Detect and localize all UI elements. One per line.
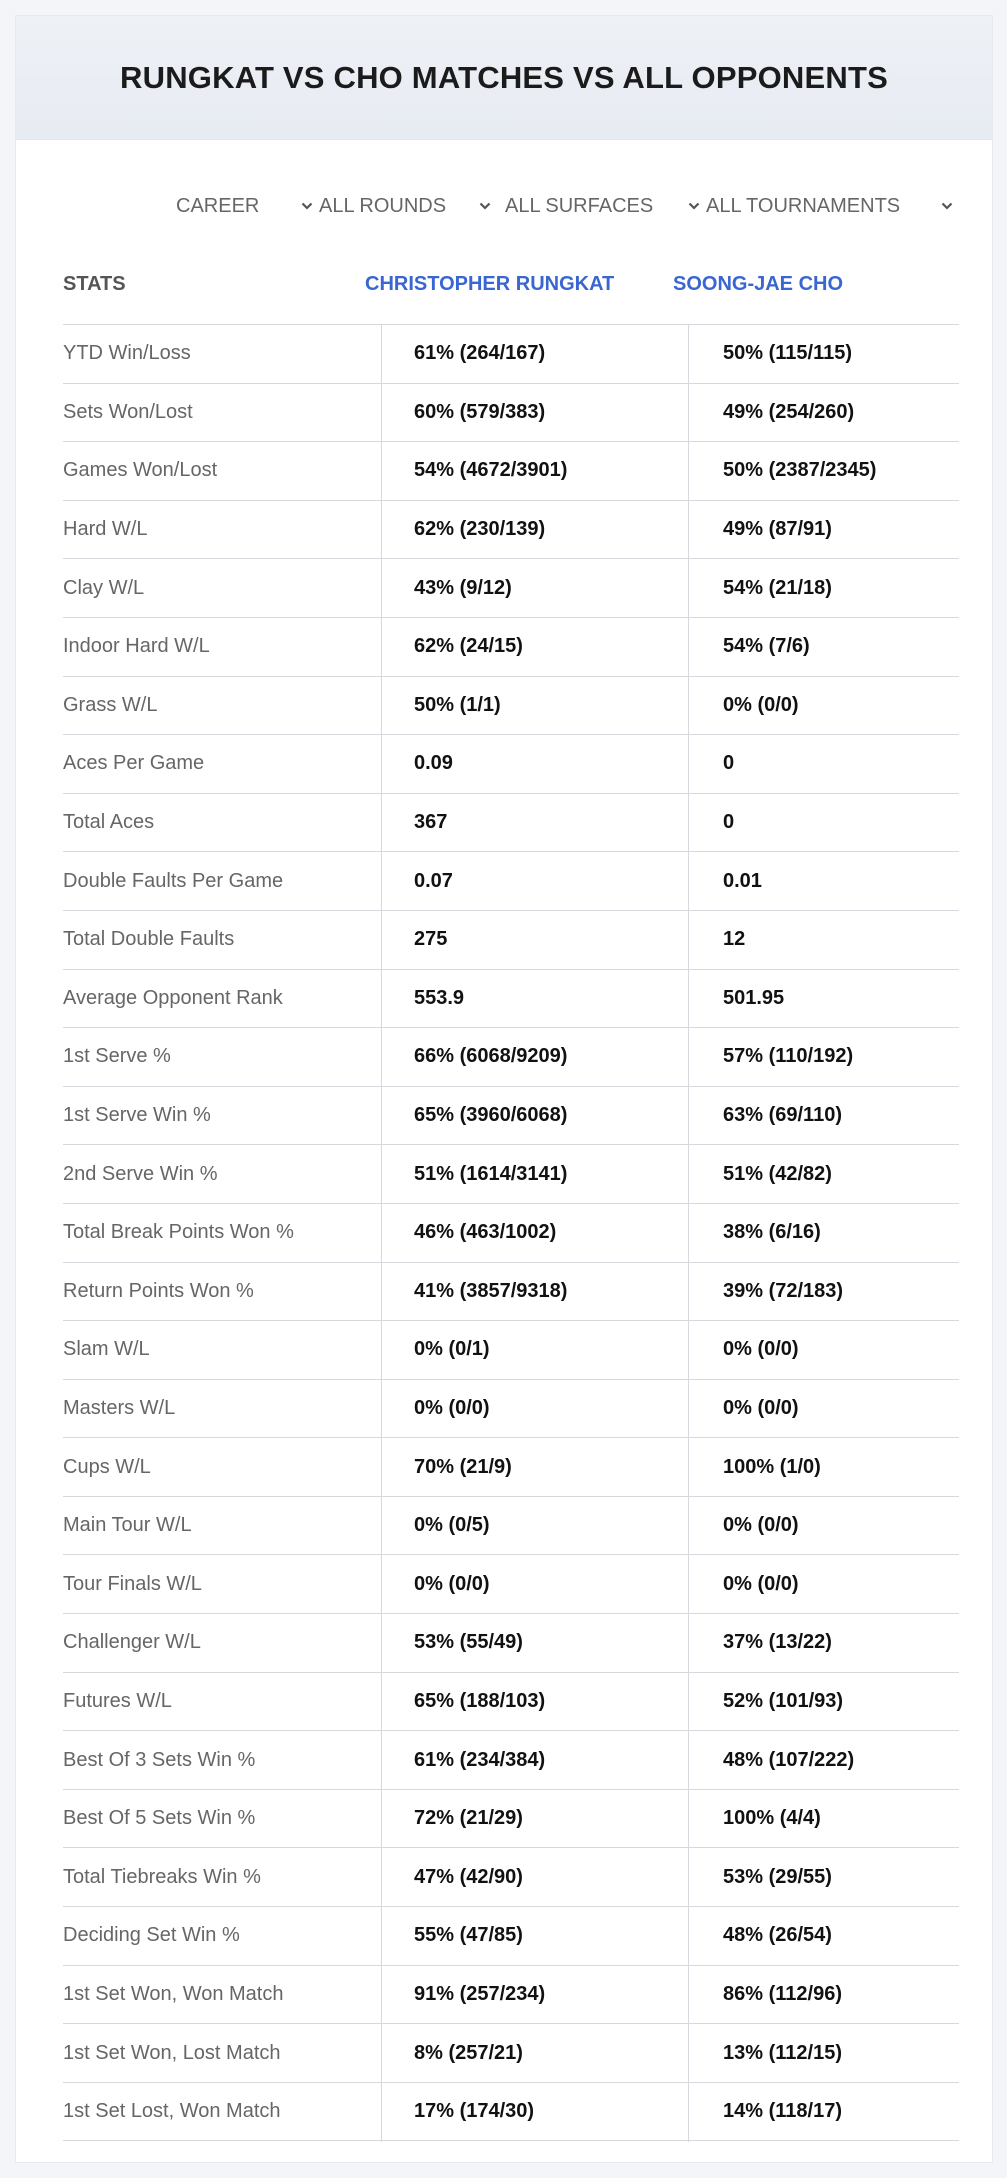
table-row — [63, 1321, 959, 1380]
player2-value: 54% (21/18) — [723, 576, 832, 599]
player2-value: 54% (7/6) — [723, 635, 810, 658]
stat-label: Challenger W/L — [63, 1631, 201, 1654]
stat-label: Sets Won/Lost — [63, 400, 193, 423]
player1-value: 0.09 — [414, 752, 453, 775]
player1-value: 0.07 — [414, 869, 453, 892]
player1-value: 51% (1614/3141) — [414, 1162, 568, 1185]
player1-column-header[interactable]: CHRISTOPHER RUNGKAT — [365, 273, 615, 295]
column-divider — [688, 325, 689, 2142]
stat-label: Double Faults Per Game — [63, 869, 284, 892]
player2-value: 53% (29/55) — [723, 1865, 832, 1888]
table-row — [63, 1555, 959, 1614]
stat-label: Deciding Set Win % — [63, 1924, 240, 1947]
table-row — [63, 735, 959, 794]
player1-value: 91% (257/234) — [414, 1982, 546, 2005]
table-row — [63, 384, 959, 443]
table-row — [63, 1087, 959, 1146]
stat-label: 1st Set Won, Won Match — [63, 1982, 284, 2005]
player2-value: 63% (69/110) — [723, 1104, 842, 1127]
player2-column-header[interactable]: SOONG-JAE CHO — [673, 273, 844, 295]
stat-label: Slam W/L — [63, 1338, 150, 1361]
filter-label: ALL ROUNDS — [319, 194, 447, 217]
player2-value: 0% (0/0) — [723, 1514, 799, 1537]
player2-value: 501.95 — [723, 986, 785, 1009]
rounds-filter-dropdown[interactable] — [319, 186, 491, 226]
table-row — [63, 852, 959, 911]
chevron-down-icon — [688, 200, 700, 212]
player2-value: 57% (110/192) — [723, 1045, 854, 1068]
tournaments-filter-dropdown[interactable] — [706, 186, 953, 226]
player1-value: 62% (24/15) — [414, 635, 523, 658]
stat-label: 2nd Serve Win % — [63, 1162, 218, 1185]
player2-value: 48% (26/54) — [723, 1924, 832, 1947]
table-row — [63, 677, 959, 736]
player1-value: 66% (6068/9209) — [414, 1045, 568, 1068]
player2-value: 13% (112/15) — [723, 2041, 842, 2064]
player1-value: 61% (264/167) — [414, 342, 546, 365]
player2-value: 14% (118/17) — [723, 2100, 842, 2123]
player1-value: 61% (234/384) — [414, 1748, 546, 1771]
player2-value: 0% (0/0) — [723, 1338, 799, 1361]
stat-label: Total Break Points Won % — [63, 1221, 294, 1244]
player2-value: 50% (2387/2345) — [723, 459, 877, 482]
table-row — [63, 501, 959, 560]
stats-column-header: STATS — [63, 273, 126, 295]
table-row — [63, 1907, 959, 1966]
table-row — [63, 2024, 959, 2083]
player1-value: 367 — [414, 811, 448, 834]
player2-value: 39% (72/183) — [723, 1279, 844, 1302]
table-row — [63, 1028, 959, 1087]
player1-value: 54% (4672/3901) — [414, 459, 568, 482]
player1-value: 8% (257/21) — [414, 2041, 523, 2064]
player1-value: 553.9 — [414, 986, 465, 1009]
stat-label: Average Opponent Rank — [63, 986, 283, 1009]
player1-value: 72% (21/29) — [414, 1807, 523, 1830]
table-body — [63, 325, 959, 2141]
player2-value: 50% (115/115) — [723, 342, 852, 365]
stat-label: YTD Win/Loss — [63, 342, 191, 365]
stat-label: Main Tour W/L — [63, 1514, 192, 1537]
stat-label: Total Tiebreaks Win % — [63, 1865, 261, 1888]
stat-label: Best Of 5 Sets Win % — [63, 1807, 256, 1830]
table-row — [63, 618, 959, 677]
table-row — [63, 1497, 959, 1556]
player1-value: 65% (188/103) — [414, 1689, 546, 1712]
player2-value: 51% (42/82) — [723, 1162, 832, 1185]
player1-value: 60% (579/383) — [414, 400, 546, 423]
chevron-down-icon — [941, 200, 953, 212]
stat-label: Total Aces — [63, 811, 155, 834]
stat-label: Indoor Hard W/L — [63, 635, 210, 658]
career-filter-dropdown[interactable] — [176, 186, 313, 226]
table-row — [63, 1790, 959, 1849]
table-row — [63, 325, 959, 384]
table-row — [63, 1438, 959, 1497]
player1-value: 65% (3960/6068) — [414, 1104, 568, 1127]
player1-value: 47% (42/90) — [414, 1865, 523, 1888]
stat-label: Clay W/L — [63, 576, 145, 599]
player1-value: 0% (0/1) — [414, 1338, 490, 1361]
player2-value: 0 — [723, 752, 735, 775]
player2-value: 100% (4/4) — [723, 1807, 821, 1830]
player2-value: 48% (107/222) — [723, 1748, 855, 1771]
table-row — [63, 794, 959, 853]
table-row — [63, 2083, 959, 2142]
player2-value: 0% (0/0) — [723, 1572, 799, 1595]
table-row — [63, 1848, 959, 1907]
stat-label: Masters W/L — [63, 1396, 176, 1419]
table-row — [63, 1614, 959, 1673]
stats-card — [15, 15, 993, 2163]
player2-value: 49% (254/260) — [723, 400, 855, 423]
table-row — [63, 911, 959, 970]
table-row — [63, 1380, 959, 1439]
player1-value: 0% (0/5) — [414, 1514, 490, 1537]
stat-label: 1st Set Won, Lost Match — [63, 2041, 281, 2064]
stat-label: Tour Finals W/L — [63, 1572, 202, 1595]
stat-label: Futures W/L — [63, 1689, 172, 1712]
stat-label: Cups W/L — [63, 1455, 151, 1478]
player1-value: 46% (463/1002) — [414, 1221, 557, 1244]
player1-value: 50% (1/1) — [414, 693, 501, 716]
table-row — [63, 1145, 959, 1204]
column-divider — [381, 325, 382, 2142]
table-header — [63, 251, 959, 325]
player2-value: 86% (112/96) — [723, 1982, 842, 2005]
player1-value: 0% (0/0) — [414, 1572, 490, 1595]
player1-value: 70% (21/9) — [414, 1455, 512, 1478]
table-row — [63, 970, 959, 1029]
stat-label: Games Won/Lost — [63, 459, 218, 482]
player2-value: 0% (0/0) — [723, 693, 799, 716]
filter-label: ALL SURFACES — [505, 194, 654, 217]
table-row — [63, 1731, 959, 1790]
player1-value: 55% (47/85) — [414, 1924, 523, 1947]
table-row — [63, 1263, 959, 1322]
chevron-down-icon — [479, 200, 491, 212]
player1-value: 62% (230/139) — [414, 518, 546, 541]
stat-label: Hard W/L — [63, 518, 148, 541]
player2-value: 37% (13/22) — [723, 1631, 832, 1654]
stat-label: Total Double Faults — [63, 928, 235, 951]
player2-value: 38% (6/16) — [723, 1221, 821, 1244]
stat-label: Grass W/L — [63, 693, 158, 716]
table-row — [63, 559, 959, 618]
stat-label: Aces Per Game — [63, 752, 205, 775]
filter-label: ALL TOURNAMENTS — [706, 194, 901, 217]
filter-bar — [16, 186, 992, 226]
player1-value: 41% (3857/9318) — [414, 1279, 568, 1302]
player2-value: 0.01 — [723, 869, 762, 892]
stat-label: 1st Serve Win % — [63, 1104, 211, 1127]
page-header — [16, 16, 992, 140]
player1-value: 17% (174/30) — [414, 2100, 535, 2123]
stat-label: Return Points Won % — [63, 1279, 254, 1302]
chevron-down-icon — [301, 200, 313, 212]
surfaces-filter-dropdown[interactable] — [505, 186, 700, 226]
table-row — [63, 1673, 959, 1732]
table-row — [63, 1966, 959, 2025]
player2-value: 49% (87/91) — [723, 518, 832, 541]
table-row — [63, 442, 959, 501]
player2-value: 0% (0/0) — [723, 1396, 799, 1419]
stats-table — [63, 251, 959, 2141]
player1-value: 0% (0/0) — [414, 1396, 490, 1419]
table-row — [63, 1204, 959, 1263]
player1-value: 43% (9/12) — [414, 576, 512, 599]
page-title: RUNGKAT VS CHO MATCHES VS ALL OPPONENTS — [120, 59, 888, 95]
stat-label: 1st Serve % — [63, 1045, 171, 1068]
player2-value: 100% (1/0) — [723, 1455, 821, 1478]
filter-label: CAREER — [176, 194, 260, 217]
player1-value: 275 — [414, 928, 448, 951]
stat-label: 1st Set Lost, Won Match — [63, 2100, 281, 2123]
player2-value: 0 — [723, 811, 735, 834]
player2-value: 12 — [723, 928, 746, 951]
stat-label: Best Of 3 Sets Win % — [63, 1748, 256, 1771]
player1-value: 53% (55/49) — [414, 1631, 523, 1654]
player2-value: 52% (101/93) — [723, 1689, 844, 1712]
